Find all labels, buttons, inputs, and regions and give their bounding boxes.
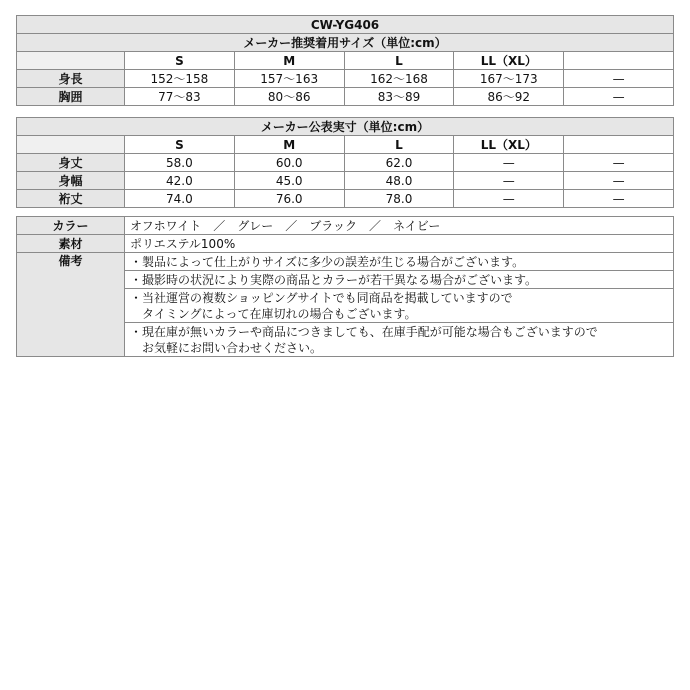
corner-cell: [17, 52, 125, 70]
table-cell: 76.0: [234, 190, 344, 208]
note-line: ・現在庫が無いカラーや商品につきましても、在庫手配が可能な場合もございますので: [130, 324, 598, 339]
table-cell: 74.0: [125, 190, 235, 208]
size-header: [564, 52, 674, 70]
table-cell: —: [564, 172, 674, 190]
row-label-sleeve: 裄丈: [17, 190, 125, 208]
table-cell: 152～158: [125, 70, 235, 88]
table-row: [17, 88, 674, 106]
actual-size-title: メーカー公表実寸（単位:cm）: [17, 118, 674, 136]
table-cell: —: [454, 172, 564, 190]
size-header: M: [234, 136, 344, 154]
row-label-chest: 胸囲: [17, 88, 125, 106]
recommended-size-table: [16, 15, 674, 106]
notes-label: 備考: [17, 253, 125, 357]
table-cell: —: [564, 70, 674, 88]
table-cell: 62.0: [344, 154, 454, 172]
row-label-width: 身幅: [17, 172, 125, 190]
table-cell: —: [564, 88, 674, 106]
table-cell: —: [454, 190, 564, 208]
note-item: [125, 289, 674, 323]
size-header: [564, 136, 674, 154]
material-value: ポリエステル100%: [125, 235, 674, 253]
table-cell: 86～92: [454, 88, 564, 106]
row-label-length: 身丈: [17, 154, 125, 172]
actual-size-table: [16, 117, 674, 208]
table-row: [17, 172, 674, 190]
table-row: [17, 253, 674, 271]
table-cell: 162～168: [344, 70, 454, 88]
row-label-height: 身長: [17, 70, 125, 88]
material-label: 素材: [17, 235, 125, 253]
table-cell: 157～163: [234, 70, 344, 88]
size-header: LL（XL）: [454, 136, 564, 154]
table-row: [17, 154, 674, 172]
table-cell: 167～173: [454, 70, 564, 88]
table-cell: —: [454, 154, 564, 172]
note-item: [125, 253, 674, 271]
size-header: LL（XL）: [454, 52, 564, 70]
recommended-size-title: メーカー推奨着用サイズ（単位:cm）: [17, 34, 674, 52]
color-label: カラー: [17, 217, 125, 235]
color-value: オフホワイト ／ グレー ／ ブラック ／ ネイビー: [125, 217, 674, 235]
table-cell: 80～86: [234, 88, 344, 106]
table-cell: 78.0: [344, 190, 454, 208]
note-item: [125, 271, 674, 289]
size-header: M: [234, 52, 344, 70]
size-header: S: [125, 52, 235, 70]
corner-cell: [17, 136, 125, 154]
product-info-table: [16, 216, 674, 357]
table-cell: 45.0: [234, 172, 344, 190]
table-cell: 83～89: [344, 88, 454, 106]
size-header: S: [125, 136, 235, 154]
note-item: [125, 323, 674, 357]
table-cell: 77～83: [125, 88, 235, 106]
note-line: お気軽にお問い合わせください。: [130, 340, 323, 355]
note-line: ・撮影時の状況により実際の商品とカラーが若干異なる場合がございます。: [130, 272, 538, 287]
table-cell: —: [564, 154, 674, 172]
table-row: [17, 190, 674, 208]
table-cell: —: [564, 190, 674, 208]
table-cell: 42.0: [125, 172, 235, 190]
table-row: [17, 70, 674, 88]
table-row: [17, 235, 674, 253]
note-line: ・当社運営の複数ショッピングサイトでも同商品を掲載していますので: [130, 290, 513, 305]
size-header: L: [344, 52, 454, 70]
note-line: ・製品によって仕上がりサイズに多少の誤差が生じる場合がございます。: [130, 254, 525, 269]
size-header: L: [344, 136, 454, 154]
product-code: CW-YG406: [17, 16, 674, 34]
table-cell: 60.0: [234, 154, 344, 172]
table-cell: 48.0: [344, 172, 454, 190]
note-line: タイミングによって在庫切れの場合もございます。: [130, 306, 417, 321]
table-row: [17, 217, 674, 235]
table-cell: 58.0: [125, 154, 235, 172]
